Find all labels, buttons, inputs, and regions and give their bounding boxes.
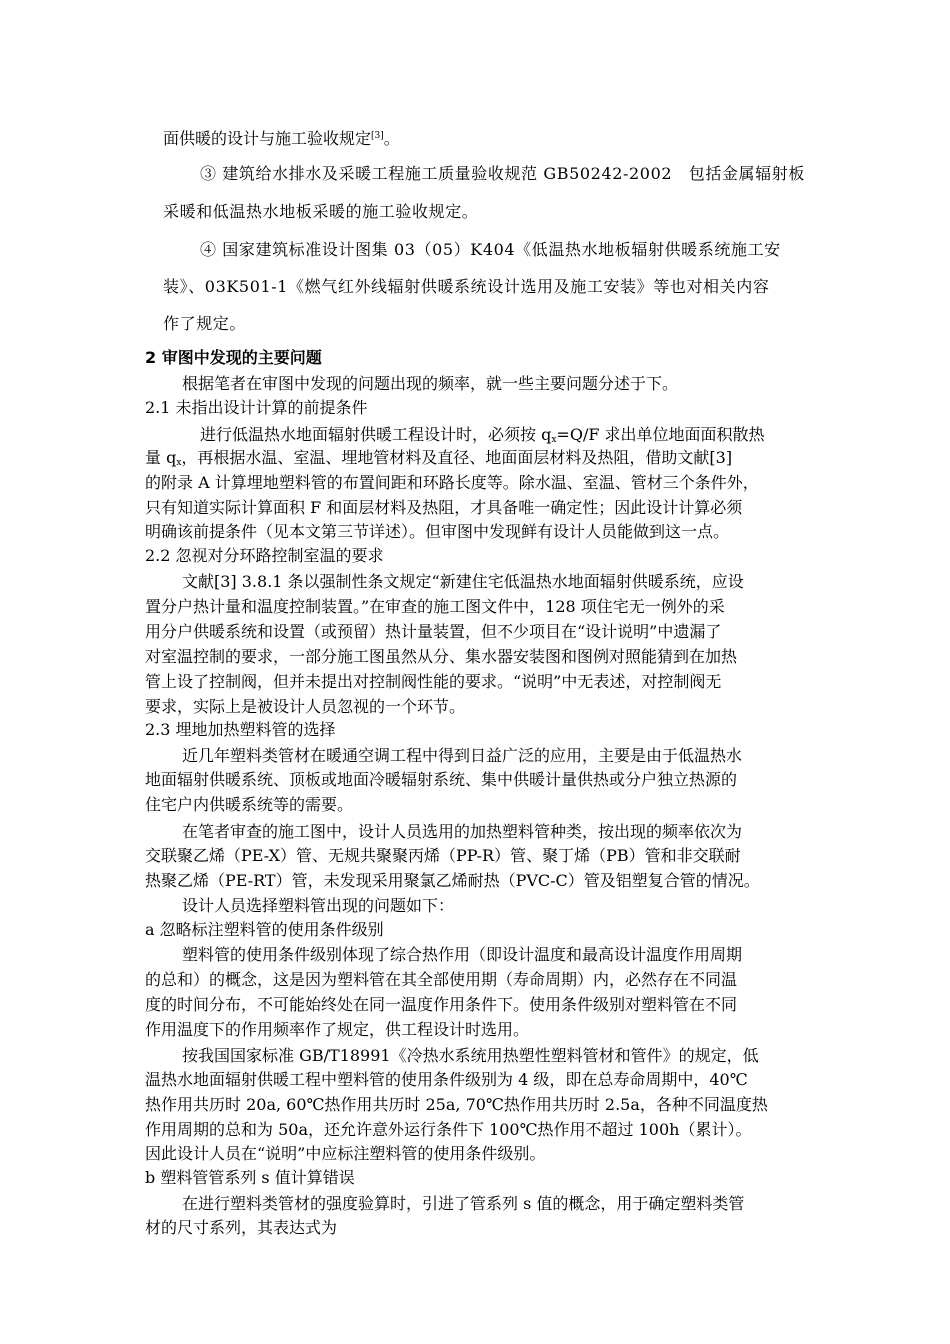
paragraph-line: 温热水地面辐射供暖工程中塑料管的使用条件级别为 4 级，即在总寿命周期中，40℃ (145, 1070, 748, 1089)
paragraph-line: 在笔者审查的施工图中，设计人员选用的加热塑料管种类，按出现的频率依次为 (182, 822, 743, 841)
paragraph-line: 按我国国家标准 GB/T18991《冷热水系统用热塑性塑料管材和管件》的规定，低 (182, 1046, 759, 1065)
paragraph-line: 对室温控制的要求，一部分施工图虽然从分、集水器安装图和图例对照能猜到在加热 (145, 647, 738, 666)
paragraph-line: 采暖和低温热水地板采暖的施工验收规定。 (163, 202, 479, 221)
paragraph-line: 住宅户内供暖系统等的需要。 (145, 795, 354, 814)
paragraph-line: 材的尺寸系列，其表达式为 (145, 1218, 338, 1237)
reference-superscript: [3] (371, 131, 384, 141)
paragraph-line: 交联聚乙烯（PE-X）管、无规共聚聚丙烯（PP-R）管、聚丁烯（PB）管和非交联耐 (145, 846, 741, 865)
paragraph-line: 的附录 A 计算埋地塑料管的布置间距和环路长度等。除水温、室温、管材三个条件外， (145, 473, 759, 492)
paragraph-line: 热作用共历时 20a, 60℃热作用共历时 25a, 70℃热作用共历时 2.5a，各种不同温度热 (145, 1095, 768, 1114)
subsection-heading: 2.3 埋地加热塑料管的选择 (145, 720, 336, 739)
paragraph-line: 因此设计人员在“说明”中应标注塑料管的使用条件级别。 (145, 1144, 546, 1163)
paragraph-line: 设计人员选择塑料管出现的问题如下： (182, 896, 455, 915)
paragraph-line: 度的时间分布，不可能始终处在同一温度作用条件下。使用条件级别对塑料管在不同 (145, 995, 738, 1014)
paragraph-line: 置分户热计量和温度控制装置。”在审查的施工图文件中，128 项住宅无一例外的采 (145, 597, 725, 616)
subsection-heading: a 忽略标注塑料管的使用条件级别 (145, 920, 384, 939)
paragraph-line: ④ 国家建筑标准设计图集 03（05）K404《低温热水地板辐射供暖系统施工安 (200, 240, 781, 259)
paragraph-line: 要求，实际上是被设计人员忽视的一个环节。 (145, 697, 466, 716)
paragraph-line: 在进行塑料类管材的强度验算时，引进了管系列 s 值的概念，用于确定塑料类管 (182, 1194, 745, 1213)
paragraph-line: 塑料管的使用条件级别体现了综合热作用（即设计温度和最高设计温度作用周期 (182, 945, 743, 964)
paragraph-line: 明确该前提条件（见本文第三节详述）。但审图中发现鲜有设计人员能做到这一点。 (145, 522, 730, 541)
paragraph-line: 进行低温热水地面辐射供暖工程设计时，必须按 $q_x=Q/F$ 求出单位地面面积散热 (200, 425, 765, 445)
paragraph-line: 管上设了控制阀，但并未提出对控制阀性能的要求。“说明”中无表述，对控制阀无 (145, 672, 722, 691)
subsection-heading: b 塑料管管系列 s 值计算错误 (145, 1168, 355, 1187)
paragraph-line: 用分户供暖系统和设置（或预留）热计量装置，但不少项目在“设计说明”中遗漏了 (145, 622, 722, 641)
paragraph-line: 量 $q_x$，再根据水温、室温、埋地管材料及直径、地面面层材料及热阻，借助文献[3] (145, 448, 733, 468)
subsection-heading: 2.2 忽视对分环路控制室温的要求 (145, 546, 384, 565)
subsection-heading: 2.1 未指出设计计算的前提条件 (145, 398, 368, 417)
paragraph-line: ③ 建筑给水排水及采暖工程施工质量验收规范 GB50242-2002 包括金属辐射板 (200, 164, 805, 183)
paragraph-line: 热聚乙烯（PE-RT）管，未发现采用聚氯乙烯耐热（PVC-C）管及铝塑复合管的情况。 (145, 871, 760, 890)
paragraph-line: 的总和）的概念，这是因为塑料管在其全部使用期（寿命周期）内，必然存在不同温 (145, 970, 738, 989)
paragraph-line: 只有知道实际计算面积 F 和面层材料及热阻，才具备唯一确定性；因此设计计算必须 (145, 498, 743, 517)
paragraph-line: 作用温度下的作用频率作了规定，供工程设计时选用。 (145, 1020, 530, 1039)
paragraph-line: 作用周期的总和为 50a，还允许意外运行条件下 100℃热作用不超过 100h（累计）。 (145, 1120, 752, 1139)
paragraph-line: 装》、03K501-1《燃气红外线辐射供暖系统设计选用及施工安装》等也对相关内容 (163, 277, 770, 296)
paragraph-line: 面供暖的设计与施工验收规定[3]。 (163, 129, 400, 148)
paragraph-line: 文献[3] 3.8.1 条以强制性条文规定“新建住宅低温热水地面辐射供暖系统，应设 (182, 572, 744, 591)
paragraph-line: 作了规定。 (163, 314, 247, 333)
paragraph-line: 近几年塑料类管材在暖通空调工程中得到日益广泛的应用，主要是由于低温热水 (182, 746, 743, 765)
paragraph-line: 根据笔者在审图中发现的问题出现的频率，就一些主要问题分述于下。 (182, 374, 679, 393)
paragraph-line: 地面辐射供暖系统、顶板或地面冷暖辐射系统、集中供暖计量供热或分户独立热源的 (145, 770, 738, 789)
section-heading: 2 审图中发现的主要问题 (145, 348, 322, 367)
